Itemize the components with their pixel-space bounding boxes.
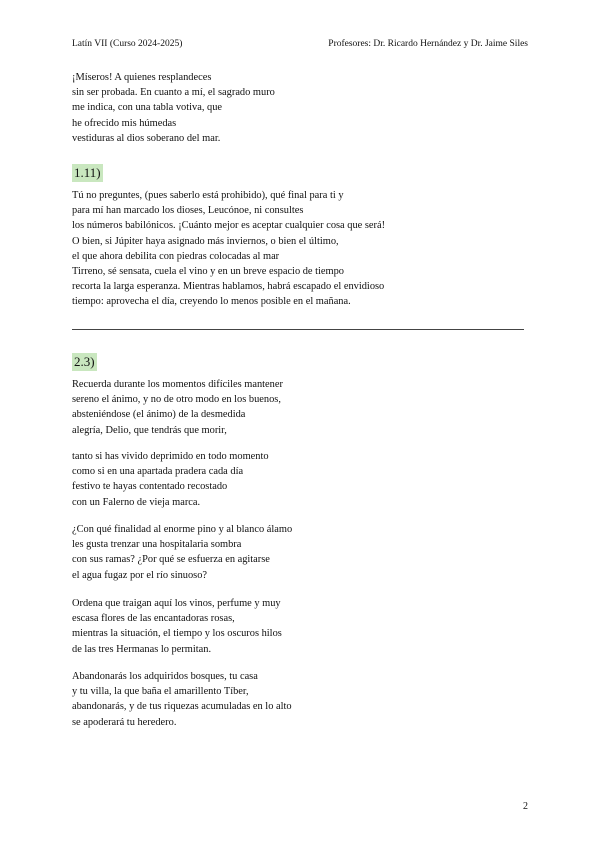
text-line: para mí han marcado los dioses, Leucónoe, ni consultes bbox=[72, 205, 304, 217]
text-line: me indica, con una tabla votiva, que bbox=[72, 102, 223, 114]
text-line: alegría, Delio, que tendrás que morir, bbox=[72, 424, 227, 436]
text-line: abandonarás, y de tus riquezas acumuladas en lo alto bbox=[72, 701, 292, 713]
text-line: el que ahora debilita con piedras colocadas al mar bbox=[72, 250, 280, 262]
text-line: se apoderará tu heredero. bbox=[72, 716, 177, 728]
text-line: tanto si has vivido deprimido en todo momento bbox=[72, 451, 269, 462]
page-number: 2 bbox=[523, 801, 528, 812]
text-line: mientras la situación, el tiempo y los oscuros hilos bbox=[72, 628, 282, 640]
professors-line: Profesores: Dr. Ricardo Hernández y Dr. Jaime Siles bbox=[328, 39, 528, 49]
intro-passage bbox=[72, 70, 532, 146]
text-line: y tu villa, la que baña el amarillento Tíber, bbox=[72, 686, 249, 698]
section-divider bbox=[72, 329, 524, 330]
text-line: absteniéndose (el ánimo) de la desmedida bbox=[72, 409, 246, 421]
text-line: recorta la larga esperanza. Mientras hablamos, habrá escapado el envidioso bbox=[72, 281, 385, 293]
text-line: Abandonarás los adquiridos bosques, tu casa bbox=[72, 671, 258, 682]
text-line: ¡Míseros! A quienes resplandeces bbox=[72, 72, 212, 83]
text-line: tiempo: aprovecha el día, creyendo lo menos posible en el mañana. bbox=[72, 296, 351, 308]
text-line: Tirreno, sé sensata, cuela el vino y en un breve espacio de tiempo bbox=[72, 266, 344, 278]
text-line: vestiduras al dios soberano del mar. bbox=[72, 132, 221, 144]
text-line: como si en una apartada pradera cada día bbox=[72, 466, 244, 478]
stanza-5 bbox=[72, 669, 532, 730]
stanza-4 bbox=[72, 596, 532, 657]
course-title: Latín VII (Curso 2024-2025) bbox=[72, 39, 183, 49]
text-line: Tú no preguntes, (pues saberlo está prohibido), qué final para ti y bbox=[72, 190, 344, 201]
text-line: escasa flores de las encantadoras rosas, bbox=[72, 613, 235, 625]
text-line: los números babilónicos. ¡Cuánto mejor es aceptar cualquier cosa que será! bbox=[72, 220, 386, 232]
text-line: festivo te hayas contentado recostado bbox=[72, 481, 228, 493]
text-line: he ofrecido mis húmedas bbox=[72, 117, 177, 129]
text-line: ¿Con qué finalidad al enorme pino y al blanco álamo bbox=[72, 524, 293, 535]
text-line: O bien, si Júpiter haya asignado más inviernos, o bien el último, bbox=[72, 235, 339, 247]
section-heading-1-11: 1.11) bbox=[74, 165, 101, 180]
text-line: les gusta trenzar una hospitalaria sombra bbox=[72, 539, 242, 551]
stanza-2 bbox=[72, 449, 532, 510]
stanza-3 bbox=[72, 522, 532, 583]
text-line: de las tres Hermanas lo permitan. bbox=[72, 643, 212, 655]
page-header bbox=[72, 37, 528, 51]
section-heading-2-3: 2.3) bbox=[74, 354, 95, 369]
text-line: el agua fugaz por el río sinuoso? bbox=[72, 569, 208, 581]
text-line: con un Falerno de vieja marca. bbox=[72, 496, 201, 508]
text-line: sin ser probada. En cuanto a mí, el sagrado muro bbox=[72, 87, 275, 99]
text-line: Recuerda durante los momentos difíciles mantener bbox=[72, 379, 283, 390]
stanza-1 bbox=[72, 377, 532, 438]
text-line: Ordena que traigan aquí los vinos, perfume y muy bbox=[72, 598, 281, 609]
text-line: con sus ramas? ¿Por qué se esfuerza en agitarse bbox=[72, 554, 270, 566]
passage-1-11 bbox=[72, 188, 532, 310]
text-line: sereno el ánimo, y no de otro modo en los buenos, bbox=[72, 394, 281, 406]
